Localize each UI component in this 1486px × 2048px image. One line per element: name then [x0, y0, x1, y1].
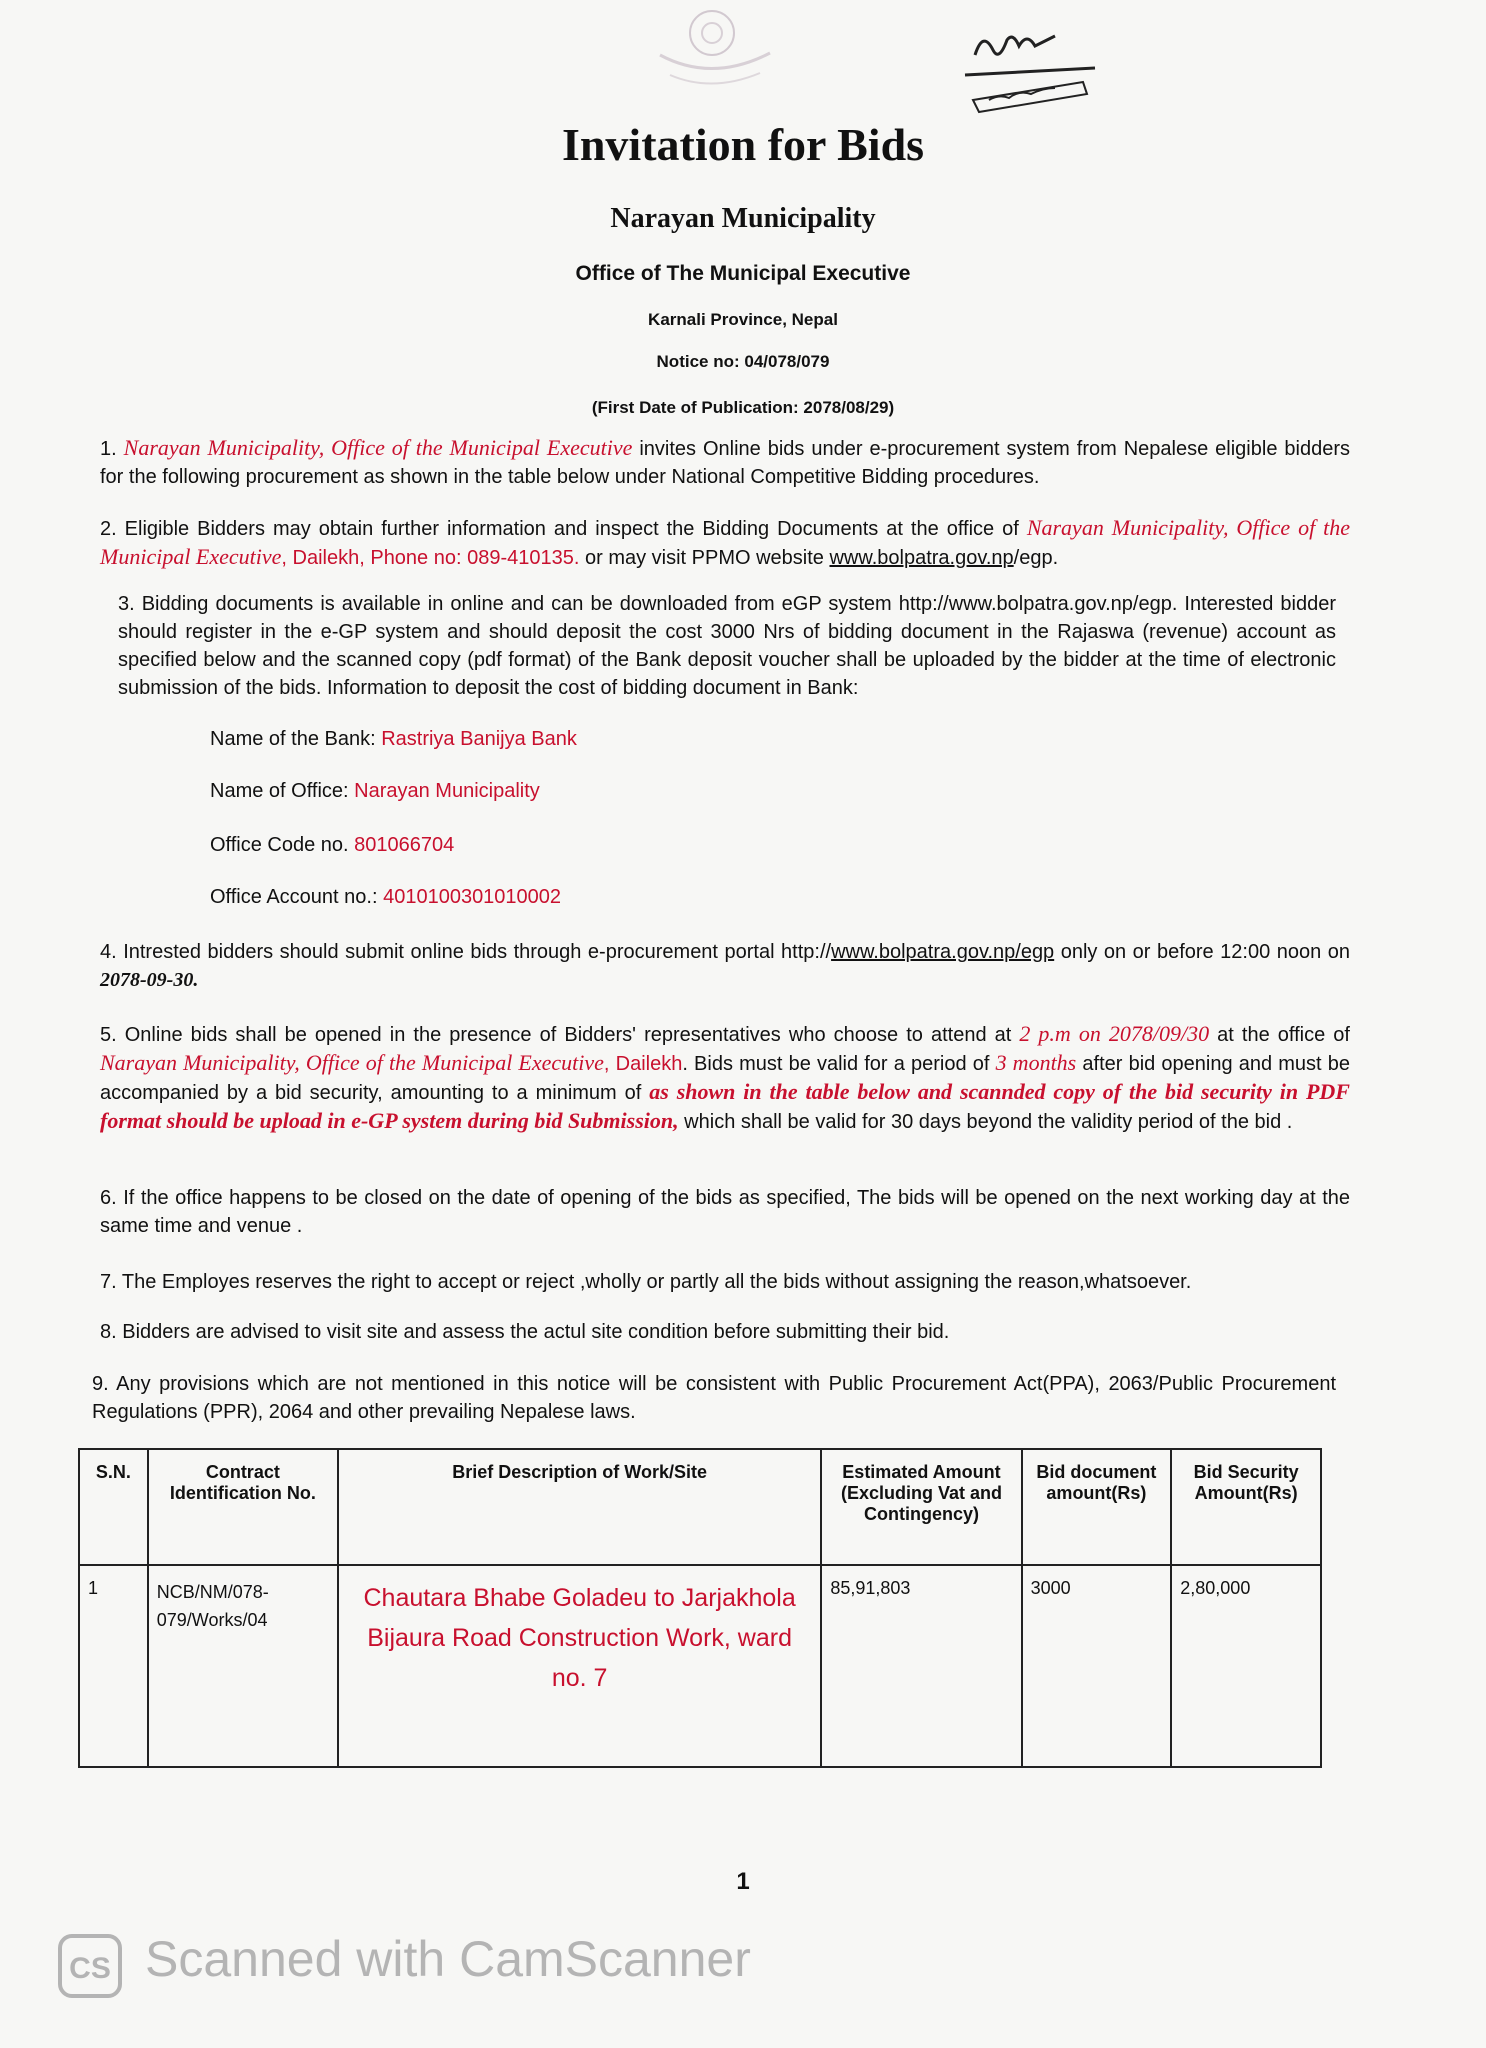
office-name-value: Narayan Municipality — [354, 780, 540, 802]
paragraph-5-text-c: . Bids must be valid for a period of — [682, 1053, 996, 1075]
header-bid-security: Bid Security Amount(Rs) — [1171, 1449, 1321, 1565]
bid-table — [78, 1448, 1322, 1768]
header-description: Brief Description of Work/Site — [338, 1449, 821, 1565]
paragraph-5-text-b: at the office of — [1209, 1024, 1350, 1046]
paragraph-4-text-a: 4. Intrested bidders should submit online bids through e-procurement portal http:// — [100, 941, 832, 963]
paragraph-2-phone: , Dailekh, Phone no: 089-410135. — [281, 547, 580, 569]
paragraph-5 — [100, 1020, 1350, 1136]
office-account-label: Office Account no.: — [210, 886, 384, 908]
paragraph-1-number: 1. — [100, 438, 117, 460]
office-code-line — [210, 834, 454, 857]
office-name-line — [210, 780, 540, 803]
paragraph-4-text-b: only on or before 12:00 noon on — [1054, 941, 1350, 963]
publication-date: (First Date of Publication: 2078/08/29) — [591, 398, 895, 417]
paragraph-5-text-e: which shall be valid for 30 days beyond the validity period of the bid . — [678, 1111, 1293, 1133]
table-header-row — [79, 1449, 1321, 1565]
paragraph-2-text-b: or may visit PPMO website — [579, 547, 830, 569]
municipal-seal-stamp — [640, 5, 790, 100]
paragraph-1-text: invites Online bids under e-procurement system from Nepalese eligible bidders for the following procurement as shown in the table below under National Competitive Bidding procedures. — [100, 438, 1350, 488]
paragraph-1-office: Narayan Municipality, Office of the Municipal Executive — [123, 435, 633, 460]
paragraph-2 — [100, 514, 1350, 572]
office-account-line — [210, 886, 561, 909]
camscanner-logo-icon — [58, 1934, 122, 1998]
cell-bid-security: 2,80,000 — [1171, 1565, 1321, 1767]
paragraph-8: 8. Bidders are advised to visit site and assess the actul site condition before submitting their bid. — [100, 1321, 950, 1343]
office-code-label: Office Code no. — [210, 834, 355, 856]
paragraph-7: 7. The Employes reserves the right to accept or reject ,wholly or partly all the bids without assigning the reason,whatsoever. — [100, 1271, 1192, 1293]
header-bid-document-amount: Bid document amount(Rs) — [1022, 1449, 1172, 1565]
paragraph-1 — [100, 434, 1350, 491]
bank-name-label: Name of the Bank: — [210, 728, 382, 750]
paragraph-5-place: , Dailekh — [603, 1053, 683, 1075]
paragraph-5-text-d: after bid opening and must be accompanied by a bid security, amounting to a minimum of — [100, 1053, 1350, 1104]
ppmo-website-link[interactable]: www.bolpatra.gov.np — [829, 547, 1014, 569]
cell-contract-id: NCB/NM/078-079/Works/04 — [148, 1565, 338, 1767]
camscanner-watermark: Scanned with CamScanner — [145, 1931, 751, 1987]
cell-sn: 1 — [79, 1565, 148, 1767]
table-row — [79, 1565, 1321, 1767]
cell-estimated-amount: 85,91,803 — [821, 1565, 1021, 1767]
paragraph-4 — [100, 938, 1350, 994]
bid-security-note: as shown in the table below and scannded copy of the bid security in PDF format should be upload in e-GP system during bid Submission, — [100, 1079, 1350, 1133]
office-code-value: 801066704 — [354, 834, 455, 856]
submission-deadline: 2078-09-30. — [100, 969, 199, 991]
office-name-label: Name of Office: — [210, 780, 355, 802]
paragraph-5-office: Narayan Municipality, Office of the Municipal Executive — [100, 1050, 604, 1075]
header-sn: S.N. — [79, 1449, 148, 1565]
egp-portal-link[interactable]: www.bolpatra.gov.np/egp — [831, 941, 1055, 963]
province-name: Karnali Province, Nepal — [648, 310, 838, 329]
cell-description: Chautara Bhabe Goladeu to Jarjakhola Bijaura Road Construction Work, ward no. 7 — [338, 1565, 821, 1767]
bid-validity-period: 3 months — [995, 1050, 1077, 1075]
bid-opening-time: 2 p.m on 2078/09/30 — [1019, 1021, 1210, 1046]
notice-number: Notice no: 04/078/079 — [656, 352, 830, 371]
page-number: 1 — [736, 1868, 750, 1895]
paragraph-2-text-a: 2. Eligible Bidders may obtain further information and inspect the Bidding Documents at the office of — [100, 518, 1027, 540]
page-title: Invitation for Bids — [561, 119, 925, 170]
paragraph-2-office: Narayan Municipality, Office of the Municipal Executive — [100, 515, 1350, 569]
office-name: Office of The Municipal Executive — [575, 262, 911, 285]
bank-name-value: Rastriya Banijya Bank — [381, 728, 577, 750]
paragraph-9: 9. Any provisions which are not mentioned in this notice will be consistent with Public Procurement Act(PPA), 2063/Public Procurement Regulations (PPR), 2064 and other prevailing Nepalese laws. — [92, 1373, 1336, 1423]
header-contract-id: Contract Identification No. — [148, 1449, 338, 1565]
header-estimated-amount: Estimated Amount (Excluding Vat and Contingency) — [821, 1449, 1021, 1565]
handwritten-signature-stamp — [955, 20, 1115, 130]
municipality-name: Narayan Municipality — [610, 203, 876, 234]
bank-name-line — [210, 728, 577, 751]
paragraph-5-text-a: 5. Online bids shall be opened in the presence of Bidders' representatives who choose to attend at — [100, 1024, 1020, 1046]
svg-text:CS: CS — [69, 1952, 111, 1985]
office-account-value: 4010100301010002 — [383, 886, 562, 908]
paragraph-3: 3. Bidding documents is available in online and can be downloaded from eGP system http://www.bolpatra.gov.np/egp. Interested bidder should register in the e-GP system and should deposit the cost 3000 Nrs of bidding document in the Rajaswa (revenue) account as specified below and the scanned copy (pdf format) of the Bank deposit voucher shall be uploaded by the bidder at the time of electronic submission of the bids. Information to deposit the cost of bidding document in Bank: — [118, 593, 1336, 699]
cell-bid-document-amount: 3000 — [1022, 1565, 1172, 1767]
paragraph-6: 6. If the office happens to be closed on the date of opening of the bids as specified, The bids will be opened on the next working day at the same time and venue . — [100, 1187, 1350, 1237]
paragraph-2-text-c: /egp. — [1013, 547, 1059, 569]
